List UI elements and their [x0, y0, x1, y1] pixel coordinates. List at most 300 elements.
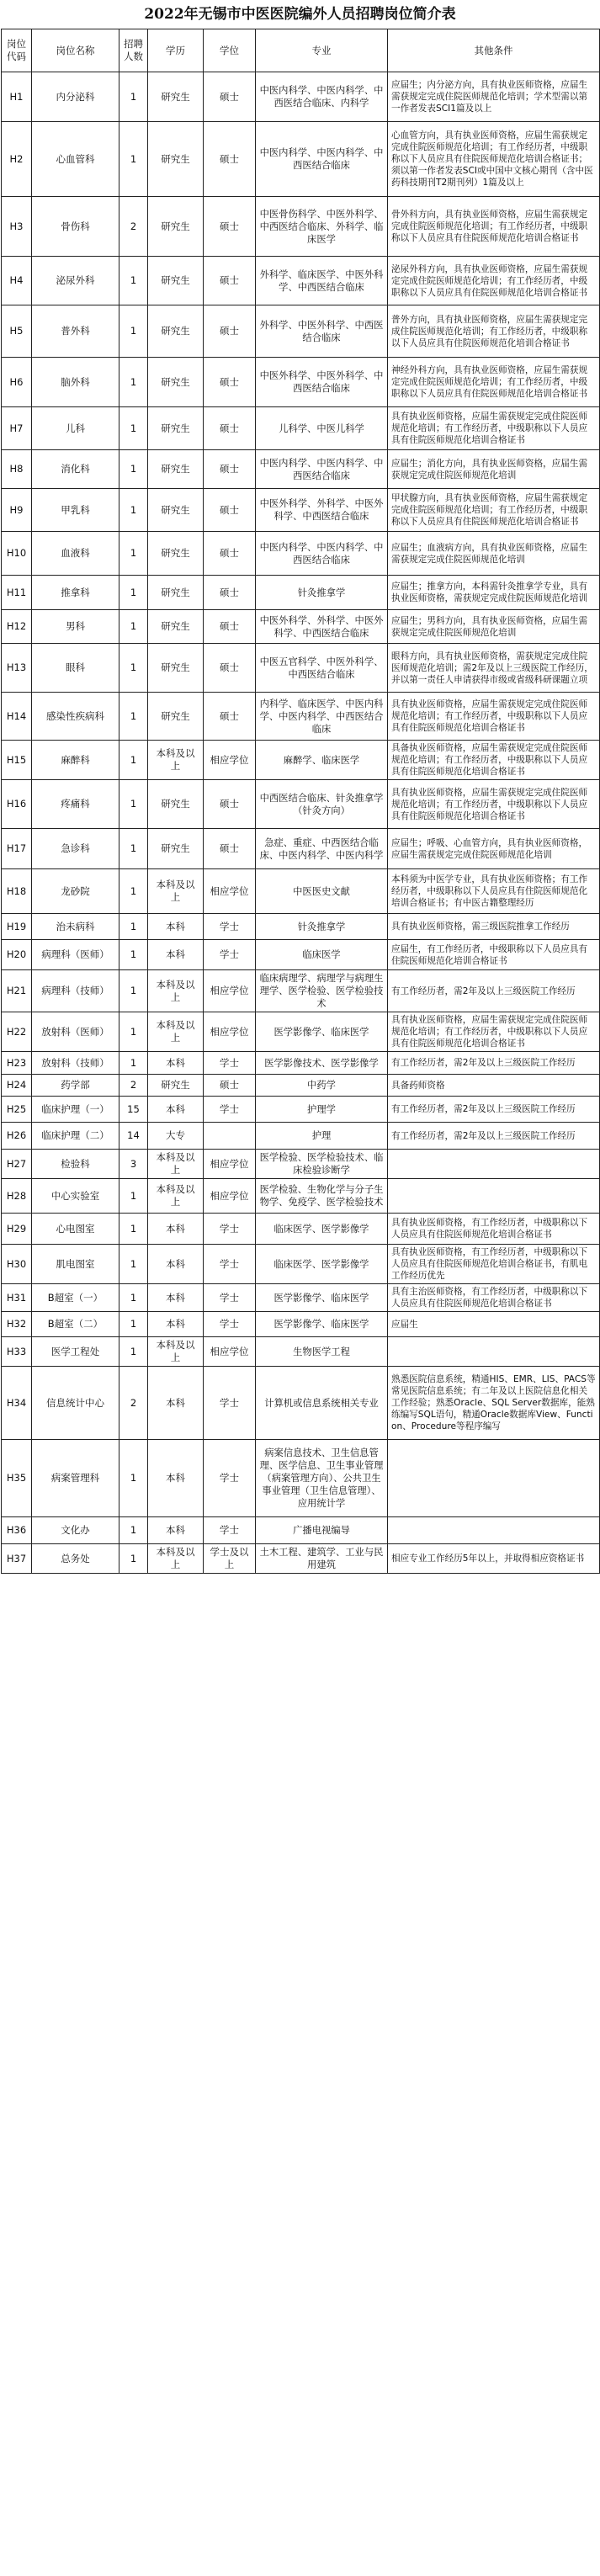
cell-other: 具有执业医师资格，应届生需获规定完成住院医师规范化培训；有工作经历者，中级职称以下人员应具有住院医师规范化培训合格证书 — [388, 1012, 600, 1052]
cell-other: 具有执业医师资格，应届生需获规定完成住院医师规范化培训；有工作经历者，中级职称以下人员应具有住院医师规范化培训合格证书 — [388, 693, 600, 741]
cell-degree: 学士 — [204, 1517, 256, 1544]
cell-code: H9 — [2, 489, 32, 532]
table-row — [2, 644, 600, 693]
cell-count: 1 — [119, 305, 148, 358]
cell-code: H36 — [2, 1517, 32, 1544]
cell-count: 1 — [119, 644, 148, 693]
cell-degree: 硕士 — [204, 780, 256, 829]
cell-education: 本科 — [148, 1312, 204, 1337]
cell-name: 疼痛科 — [32, 780, 119, 829]
cell-education: 研究生 — [148, 780, 204, 829]
table-row — [2, 1284, 600, 1312]
cell-major: 中医外科学、外科学、中医外科学、中西医结合临床 — [256, 489, 388, 532]
cell-degree: 硕士 — [204, 489, 256, 532]
cell-other: 有工作经历者，需2年及以上三级医院工作经历 — [388, 1052, 600, 1075]
table-row — [2, 1440, 600, 1517]
cell-count: 1 — [119, 940, 148, 970]
cell-major: 医学影像学、临床医学 — [256, 1284, 388, 1312]
cell-other: 具有主治医师资格，有工作经历者，中级职称以下人员应具有住院医师规范化培训合格证书 — [388, 1284, 600, 1312]
cell-major: 中药学 — [256, 1075, 388, 1097]
cell-degree: 硕士 — [204, 610, 256, 644]
cell-education: 研究生 — [148, 450, 204, 489]
cell-other: 具有执业医师资格，应届生需获规定完成住院医师规范化培训；有工作经历者，中级职称以下人员应具有住院医师规范化培训合格证书 — [388, 407, 600, 450]
cell-degree: 相应学位 — [204, 869, 256, 914]
cell-education: 本科及以上 — [148, 1150, 204, 1179]
cell-other: 眼科方向，具有执业医师资格，需获规定完成住院医师规范化培训；需2年及以上三级医院工作经历，并以第一责任人申请获得市级或省级科研课题立项 — [388, 644, 600, 693]
cell-education: 研究生 — [148, 305, 204, 358]
cell-name: 心血管科 — [32, 122, 119, 197]
cell-degree: 学士 — [204, 1052, 256, 1075]
cell-other — [388, 1440, 600, 1517]
cell-major: 中西医结合临床、针灸推拿学（针灸方向） — [256, 780, 388, 829]
table-row — [2, 407, 600, 450]
cell-count: 2 — [119, 197, 148, 257]
table-row — [2, 358, 600, 407]
cell-major: 中医内科学、中医内科学、中西医结合临床 — [256, 122, 388, 197]
cell-name: 肌电图室 — [32, 1245, 119, 1284]
cell-major: 内科学、临床医学、中医内科学、中医内科学、中西医结合临床 — [256, 693, 388, 741]
cell-major: 外科学、中医外科学、中西医结合临床 — [256, 305, 388, 358]
cell-code: H25 — [2, 1097, 32, 1123]
cell-education: 研究生 — [148, 358, 204, 407]
cell-education: 研究生 — [148, 197, 204, 257]
cell-major: 计算机或信息系统相关专业 — [256, 1367, 388, 1440]
cell-code: H24 — [2, 1075, 32, 1097]
cell-other: 普外方向，具有执业医师资格，应届生需获规定完成住院医师规范化培训；有工作经历者，中级职称以下人员应具有住院医师规范化培训合格证书 — [388, 305, 600, 358]
cell-code: H30 — [2, 1245, 32, 1284]
table-row — [2, 940, 600, 970]
cell-degree: 学士 — [204, 1367, 256, 1440]
table-row — [2, 1012, 600, 1052]
cell-code: H1 — [2, 72, 32, 122]
cell-code: H14 — [2, 693, 32, 741]
cell-count: 1 — [119, 576, 148, 610]
cell-code: H22 — [2, 1012, 32, 1052]
cell-count: 1 — [119, 780, 148, 829]
table-row — [2, 576, 600, 610]
cell-major: 中医骨伤科学、中医外科学、中西医结合临床、外科学、临床医学 — [256, 197, 388, 257]
cell-count: 1 — [119, 1284, 148, 1312]
cell-other: 应届生；内分泌方向，具有执业医师资格，应届生需获规定完成住院医师规范化培训；学术型需以第一作者发表SCI1篇及以上 — [388, 72, 600, 122]
cell-name: 急诊科 — [32, 829, 119, 869]
cell-education: 本科 — [148, 1052, 204, 1075]
cell-major: 中医内科学、中医内科学、中西医结合临床 — [256, 532, 388, 576]
cell-education: 研究生 — [148, 72, 204, 122]
cell-other: 具有执业医师资格，有工作经历者，中级职称以下人员应具有住院医师规范化培训合格证书 — [388, 1214, 600, 1245]
cell-code: H16 — [2, 780, 32, 829]
cell-degree: 硕士 — [204, 122, 256, 197]
cell-code: H26 — [2, 1123, 32, 1150]
cell-education: 大专 — [148, 1123, 204, 1150]
cell-code: H37 — [2, 1544, 32, 1574]
cell-other — [388, 1517, 600, 1544]
cell-major: 中医内科学、中医内科学、中西医结合临床、内科学 — [256, 72, 388, 122]
cell-code: H15 — [2, 741, 32, 780]
cell-other: 应届生，有工作经历者，中级职称以下人员应具有住院医师规范化培训合格证书 — [388, 940, 600, 970]
table-row — [2, 1179, 600, 1214]
cell-name: 消化科 — [32, 450, 119, 489]
cell-degree: 学士 — [204, 914, 256, 940]
cell-degree: 硕士 — [204, 257, 256, 305]
cell-name: 病理科（医师） — [32, 940, 119, 970]
cell-education: 本科及以上 — [148, 1337, 204, 1367]
table-row — [2, 305, 600, 358]
table-row — [2, 1245, 600, 1284]
table-row — [2, 1337, 600, 1367]
cell-major: 广播电视编导 — [256, 1517, 388, 1544]
cell-name: 感染性疾病科 — [32, 693, 119, 741]
cell-education: 研究生 — [148, 489, 204, 532]
cell-other: 具有执业医师资格，需三级医院推拿工作经历 — [388, 914, 600, 940]
cell-count: 2 — [119, 1075, 148, 1097]
cell-other: 具备药师资格 — [388, 1075, 600, 1097]
table-row — [2, 693, 600, 741]
cell-degree: 学士及以上 — [204, 1544, 256, 1574]
table-row — [2, 72, 600, 122]
cell-code: H33 — [2, 1337, 32, 1367]
cell-major: 病案信息技术、卫生信息管理、医学信息、卫生事业管理（病案管理方向）、公共卫生事业管理（卫生信息管理）、应用统计学 — [256, 1440, 388, 1517]
table-row — [2, 532, 600, 576]
cell-degree: 硕士 — [204, 1075, 256, 1097]
cell-other: 相应专业工作经历5年以上，并取得相应资格证书 — [388, 1544, 600, 1574]
cell-code: H31 — [2, 1284, 32, 1312]
cell-major: 针灸推拿学 — [256, 914, 388, 940]
cell-count: 1 — [119, 1440, 148, 1517]
cell-count: 1 — [119, 1517, 148, 1544]
cell-count: 1 — [119, 693, 148, 741]
cell-name: 内分泌科 — [32, 72, 119, 122]
table-row — [2, 1150, 600, 1179]
cell-degree: 学士 — [204, 1245, 256, 1284]
cell-code: H11 — [2, 576, 32, 610]
cell-other: 骨外科方向，具有执业医师资格，应届生需获规定完成住院医师规范化培训；有工作经历者，中级职称以下人员应具有住院医师规范化培训合格证书 — [388, 197, 600, 257]
cell-other: 具有执业医师资格，有工作经历者，中级职称以下人员应具有住院医师规范化培训合格证书，有肌电工作经历优先 — [388, 1245, 600, 1284]
cell-major: 麻醉学、临床医学 — [256, 741, 388, 780]
cell-count: 1 — [119, 829, 148, 869]
cell-name: 病案管理科 — [32, 1440, 119, 1517]
cell-name: 临床护理（一） — [32, 1097, 119, 1123]
cell-count: 1 — [119, 1012, 148, 1052]
cell-count: 1 — [119, 1052, 148, 1075]
cell-code: H28 — [2, 1179, 32, 1214]
cell-count: 1 — [119, 122, 148, 197]
cell-education: 本科及以上 — [148, 741, 204, 780]
cell-major: 儿科学、中医儿科学 — [256, 407, 388, 450]
cell-major: 针灸推拿学 — [256, 576, 388, 610]
cell-major: 中医外科学、外科学、中医外科学、中西医结合临床 — [256, 610, 388, 644]
cell-degree: 硕士 — [204, 305, 256, 358]
cell-major: 护理 — [256, 1123, 388, 1150]
cell-name: 放射科（技师） — [32, 1052, 119, 1075]
cell-degree: 相应学位 — [204, 1150, 256, 1179]
cell-code: H13 — [2, 644, 32, 693]
cell-major: 医学检验、医学检验技术、临床检验诊断学 — [256, 1150, 388, 1179]
cell-education: 研究生 — [148, 532, 204, 576]
header-code: 岗位代码 — [2, 29, 32, 72]
cell-name: 普外科 — [32, 305, 119, 358]
table-header-row — [2, 29, 600, 72]
cell-name: 心电图室 — [32, 1214, 119, 1245]
table-row — [2, 1214, 600, 1245]
cell-name: B超室（二） — [32, 1312, 119, 1337]
cell-count: 1 — [119, 914, 148, 940]
cell-name: 药学部 — [32, 1075, 119, 1097]
cell-education: 研究生 — [148, 610, 204, 644]
cell-code: H19 — [2, 914, 32, 940]
cell-other — [388, 1179, 600, 1214]
cell-code: H34 — [2, 1367, 32, 1440]
cell-education: 本科及以上 — [148, 1179, 204, 1214]
cell-major: 医学检验、生物化学与分子生物学、免疫学、医学检验技术 — [256, 1179, 388, 1214]
cell-other: 神经外科方向，具有执业医师资格，应届生需获规定完成住院医师规范化培训；有工作经历者，中级职称以下人员应具有住院医师规范化培训合格证书 — [388, 358, 600, 407]
cell-major: 急症、重症、中西医结合临床、中医内科学、中医内科学 — [256, 829, 388, 869]
table-row — [2, 869, 600, 914]
cell-degree: 学士 — [204, 1440, 256, 1517]
cell-education: 本科及以上 — [148, 1012, 204, 1052]
cell-degree: 学士 — [204, 1312, 256, 1337]
cell-education: 研究生 — [148, 576, 204, 610]
cell-count: 1 — [119, 741, 148, 780]
cell-name: 眼科 — [32, 644, 119, 693]
cell-degree: 硕士 — [204, 532, 256, 576]
cell-major: 中医医史文献 — [256, 869, 388, 914]
table-row — [2, 829, 600, 869]
cell-count: 1 — [119, 489, 148, 532]
cell-name: 医学工程处 — [32, 1337, 119, 1367]
cell-count: 2 — [119, 1367, 148, 1440]
cell-name: 血液科 — [32, 532, 119, 576]
cell-degree: 硕士 — [204, 644, 256, 693]
cell-name: 信息统计中心 — [32, 1367, 119, 1440]
cell-education: 研究生 — [148, 122, 204, 197]
cell-other: 熟悉医院信息系统，精通HIS、EMR、LIS、PACS等常见医院信息系统；有二年及以上医院信息化相关工作经验；熟悉Oracle、SQL Server数据库，能熟练编写SQL语句，精通Oracle数据库View、Function、Procedure等程序编写 — [388, 1367, 600, 1440]
cell-degree: 硕士 — [204, 693, 256, 741]
cell-count: 14 — [119, 1123, 148, 1150]
cell-name: 总务处 — [32, 1544, 119, 1574]
cell-code: H23 — [2, 1052, 32, 1075]
cell-code: H27 — [2, 1150, 32, 1179]
cell-education: 本科 — [148, 1245, 204, 1284]
cell-education: 本科及以上 — [148, 970, 204, 1012]
cell-code: H4 — [2, 257, 32, 305]
cell-education: 本科 — [148, 940, 204, 970]
cell-count: 1 — [119, 358, 148, 407]
table-row — [2, 1123, 600, 1150]
cell-other: 有工作经历者，需2年及以上三级医院工作经历 — [388, 970, 600, 1012]
cell-name: 甲乳科 — [32, 489, 119, 532]
cell-degree: 相应学位 — [204, 1337, 256, 1367]
cell-other: 应届生；男科方向，具有执业医师资格，应届生需获规定完成住院医师规范化培训 — [388, 610, 600, 644]
cell-other: 应届生 — [388, 1312, 600, 1337]
cell-education: 研究生 — [148, 829, 204, 869]
cell-degree: 硕士 — [204, 407, 256, 450]
cell-major: 中医外科学、中医外科学、中西医结合临床 — [256, 358, 388, 407]
cell-degree: 硕士 — [204, 450, 256, 489]
cell-degree: 学士 — [204, 1097, 256, 1123]
cell-name: 儿科 — [32, 407, 119, 450]
table-row — [2, 741, 600, 780]
cell-education: 本科 — [148, 1367, 204, 1440]
cell-major: 临床医学、医学影像学 — [256, 1214, 388, 1245]
cell-code: H7 — [2, 407, 32, 450]
cell-name: 骨伤科 — [32, 197, 119, 257]
cell-education: 本科 — [148, 1517, 204, 1544]
table-row — [2, 257, 600, 305]
table-row — [2, 1097, 600, 1123]
table-row — [2, 970, 600, 1012]
cell-count: 1 — [119, 532, 148, 576]
cell-name: 文化办 — [32, 1517, 119, 1544]
table-row — [2, 197, 600, 257]
cell-name: 推拿科 — [32, 576, 119, 610]
cell-name: 男科 — [32, 610, 119, 644]
cell-other: 应届生；消化方向，具有执业医师资格，应届生需获规定完成住院医师规范化培训 — [388, 450, 600, 489]
cell-code: H18 — [2, 869, 32, 914]
cell-count: 3 — [119, 1150, 148, 1179]
cell-major: 土木工程、建筑学、工业与民用建筑 — [256, 1544, 388, 1574]
cell-education: 研究生 — [148, 644, 204, 693]
cell-count: 1 — [119, 1214, 148, 1245]
table-row — [2, 489, 600, 532]
cell-name: 病理科（技师） — [32, 970, 119, 1012]
cell-count: 1 — [119, 1312, 148, 1337]
cell-code: H2 — [2, 122, 32, 197]
cell-name: 龙砂院 — [32, 869, 119, 914]
cell-count: 1 — [119, 869, 148, 914]
cell-name: B超室（一） — [32, 1284, 119, 1312]
header-degree: 学位 — [204, 29, 256, 72]
cell-other: 甲状腺方向，具有执业医师资格，应届生需获规定完成住院医师规范化培训；有工作经历者，中级职称以下人员应具有住院医师规范化培训合格证书 — [388, 489, 600, 532]
table-row — [2, 914, 600, 940]
cell-other: 应届生；推拿方向，本科需针灸推拿学专业，具有执业医师资格，需获规定完成住院医师规范化培训 — [388, 576, 600, 610]
cell-other: 有工作经历者，需2年及以上三级医院工作经历 — [388, 1123, 600, 1150]
cell-major: 生物医学工程 — [256, 1337, 388, 1367]
cell-code: H20 — [2, 940, 32, 970]
cell-name: 中心实验室 — [32, 1179, 119, 1214]
table-row — [2, 610, 600, 644]
table-row — [2, 780, 600, 829]
table-row — [2, 1075, 600, 1097]
cell-degree: 相应学位 — [204, 970, 256, 1012]
cell-name: 临床护理（二） — [32, 1123, 119, 1150]
cell-count: 1 — [119, 1337, 148, 1367]
cell-other — [388, 1337, 600, 1367]
cell-education: 研究生 — [148, 693, 204, 741]
cell-other: 心血管方向，具有执业医师资格，应届生需获规定完成住院医师规范化培训；有工作经历者，中级职称以下人员应具有住院医师规范化培训合格证书；须以第一作者发表SCI或中国中文核心期刊（含中医药科技期刊T2期刊列）1篇及以上 — [388, 122, 600, 197]
cell-other: 具有执业医师资格，应届生需获规定完成住院医师规范化培训；有工作经历者，中级职称以下人员应具有住院医师规范化培训合格证书 — [388, 780, 600, 829]
cell-major: 护理学 — [256, 1097, 388, 1123]
cell-degree: 硕士 — [204, 358, 256, 407]
header-education: 学历 — [148, 29, 204, 72]
cell-code: H35 — [2, 1440, 32, 1517]
header-count: 招聘人数 — [119, 29, 148, 72]
cell-count: 1 — [119, 1544, 148, 1574]
table-row — [2, 1052, 600, 1075]
cell-code: H6 — [2, 358, 32, 407]
table-row — [2, 1312, 600, 1337]
cell-code: H21 — [2, 970, 32, 1012]
table-row — [2, 122, 600, 197]
cell-education: 研究生 — [148, 407, 204, 450]
cell-degree: 硕士 — [204, 197, 256, 257]
cell-count: 1 — [119, 1179, 148, 1214]
header-name: 岗位名称 — [32, 29, 119, 72]
cell-code: H8 — [2, 450, 32, 489]
cell-major: 临床病理学、病理学与病理生理学、医学检验、医学检验技术 — [256, 970, 388, 1012]
cell-degree: 学士 — [204, 940, 256, 970]
cell-education: 本科 — [148, 914, 204, 940]
cell-other: 应届生；呼吸、心血管方向，具有执业医师资格，应届生需获规定完成住院医师规范化培训 — [388, 829, 600, 869]
cell-count: 1 — [119, 72, 148, 122]
page-title: 2022年无锡市中医医院编外人员招聘岗位简介表 — [144, 6, 456, 23]
table-row — [2, 450, 600, 489]
cell-count: 1 — [119, 1245, 148, 1284]
table-row — [2, 1367, 600, 1440]
cell-other: 泌尿外科方向，具有执业医师资格，应届生需获规定完成住院医师规范化培训；有工作经历者，中级职称以下人员应具有住院医师规范化培训合格证书 — [388, 257, 600, 305]
cell-degree: 相应学位 — [204, 741, 256, 780]
cell-degree: 相应学位 — [204, 1012, 256, 1052]
header-major: 专业 — [256, 29, 388, 72]
cell-degree: 相应学位 — [204, 1179, 256, 1214]
cell-degree: 硕士 — [204, 829, 256, 869]
cell-education: 研究生 — [148, 257, 204, 305]
cell-code: H32 — [2, 1312, 32, 1337]
table-row — [2, 1517, 600, 1544]
cell-name: 麻醉科 — [32, 741, 119, 780]
cell-major: 中医内科学、中医内科学、中西医结合临床 — [256, 450, 388, 489]
cell-count: 15 — [119, 1097, 148, 1123]
cell-education: 本科及以上 — [148, 869, 204, 914]
cell-code: H29 — [2, 1214, 32, 1245]
cell-name: 脑外科 — [32, 358, 119, 407]
cell-education: 本科及以上 — [148, 1544, 204, 1574]
cell-code: H17 — [2, 829, 32, 869]
header-other: 其他条件 — [388, 29, 600, 72]
cell-education: 本科 — [148, 1440, 204, 1517]
cell-education: 本科 — [148, 1214, 204, 1245]
cell-code: H3 — [2, 197, 32, 257]
cell-count: 1 — [119, 970, 148, 1012]
cell-name: 检验科 — [32, 1150, 119, 1179]
cell-name: 泌尿外科 — [32, 257, 119, 305]
cell-major: 医学影像学、临床医学 — [256, 1012, 388, 1052]
cell-major: 中医五官科学、中医外科学、中西医结合临床 — [256, 644, 388, 693]
cell-count: 1 — [119, 610, 148, 644]
cell-major: 医学影像学、临床医学 — [256, 1312, 388, 1337]
cell-education: 本科 — [148, 1284, 204, 1312]
cell-other: 应届生；血液病方向，具有执业医师资格，应届生需获规定完成住院医师规范化培训 — [388, 532, 600, 576]
cell-education: 本科 — [148, 1097, 204, 1123]
cell-name: 放射科（医师） — [32, 1012, 119, 1052]
cell-code: H10 — [2, 532, 32, 576]
cell-degree: 学士 — [204, 1284, 256, 1312]
cell-major: 外科学、临床医学、中医外科学、中西医结合临床 — [256, 257, 388, 305]
cell-other: 有工作经历者，需2年及以上三级医院工作经历 — [388, 1097, 600, 1123]
cell-code: H5 — [2, 305, 32, 358]
cell-major: 医学影像技术、医学影像学 — [256, 1052, 388, 1075]
cell-major: 临床医学、医学影像学 — [256, 1245, 388, 1284]
cell-major: 临床医学 — [256, 940, 388, 970]
cell-degree: 学士 — [204, 1214, 256, 1245]
cell-degree: 硕士 — [204, 72, 256, 122]
table-row — [2, 1544, 600, 1574]
cell-other: 具备执业医师资格，应届生需获规定完成住院医师规范化培训；有工作经历者，中级职称以下人员应具有住院医师规范化培训合格证书 — [388, 741, 600, 780]
cell-code: H12 — [2, 610, 32, 644]
positions-table — [1, 29, 600, 1574]
cell-count: 1 — [119, 407, 148, 450]
cell-name: 治未病科 — [32, 914, 119, 940]
cell-count: 1 — [119, 257, 148, 305]
